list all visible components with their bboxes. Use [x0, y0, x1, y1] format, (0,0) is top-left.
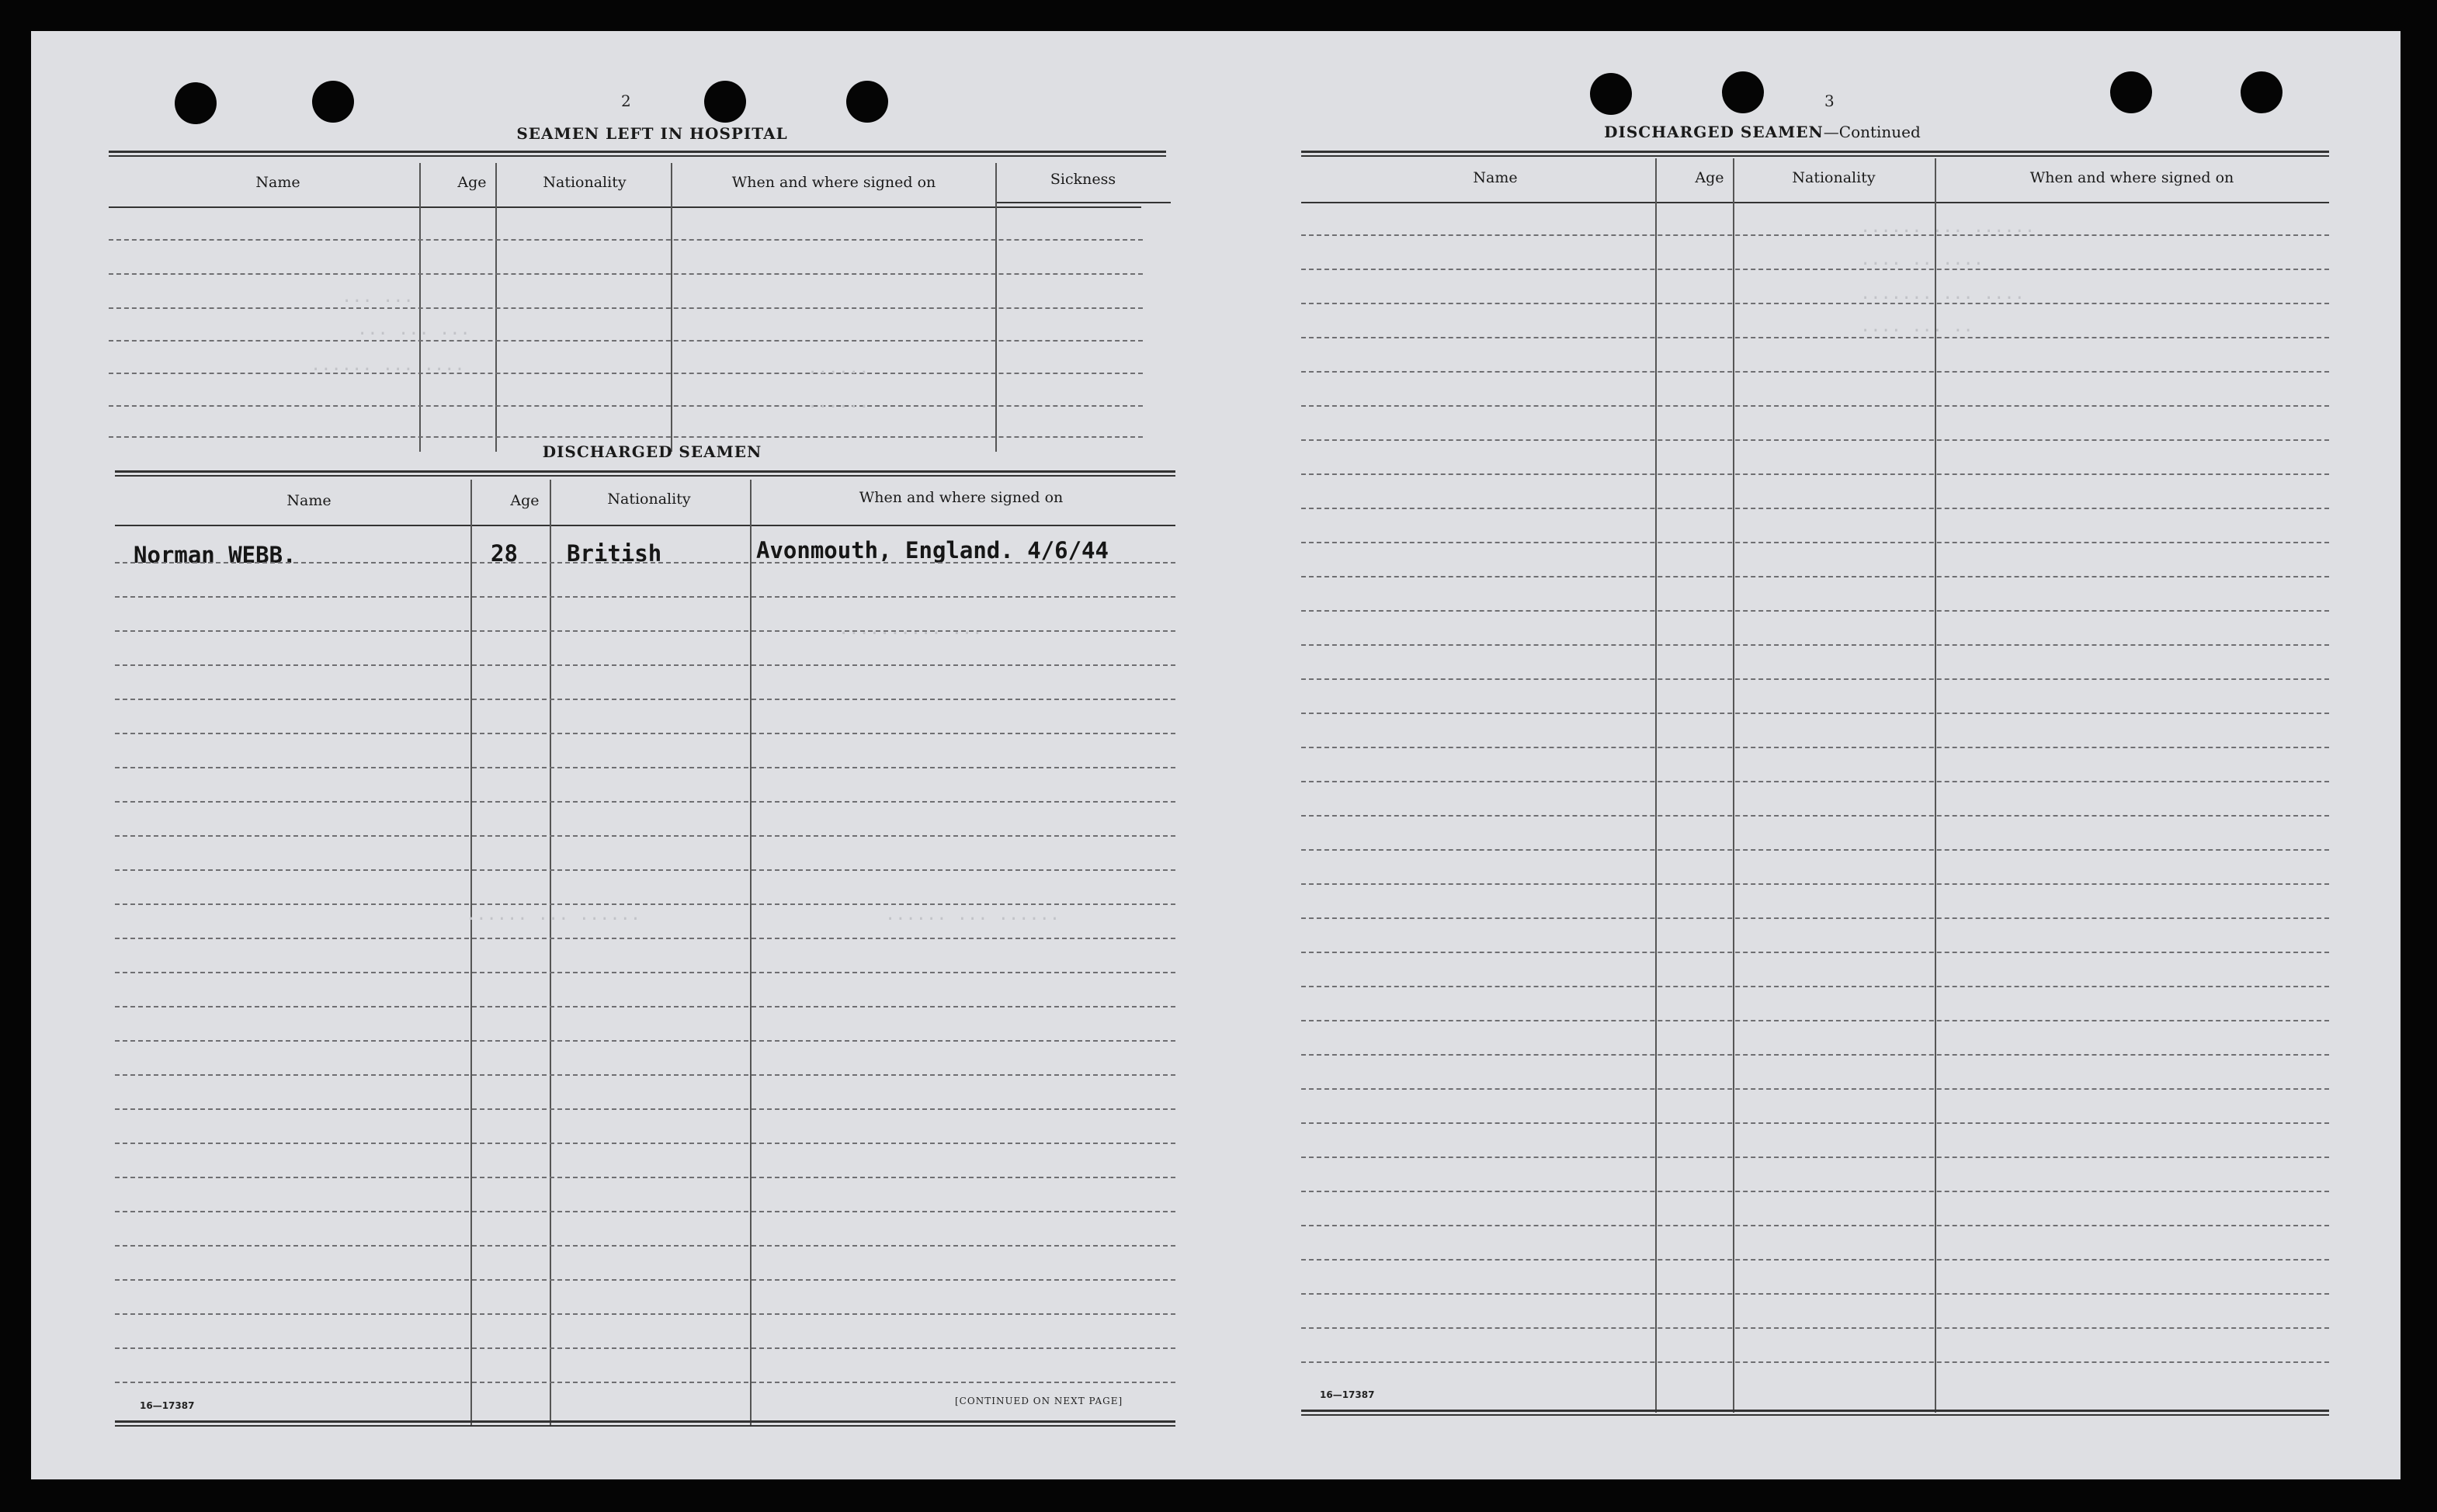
- ledger-row-rule: [115, 869, 1175, 871]
- hospital-row-rule: [109, 239, 1143, 241]
- ledger-row-rule: [115, 1177, 1175, 1178]
- ledger-row-rule: [1301, 439, 2329, 441]
- ledger-row-rule: [115, 596, 1175, 598]
- discharged-top-rule: [115, 470, 1175, 477]
- ledger-row-rule: [1301, 1191, 2329, 1192]
- continued-note: [CONTINUED ON NEXT PAGE]: [955, 1396, 1123, 1406]
- hospital-header-rule: [109, 206, 1141, 208]
- bleed-through-mark: ......: [807, 359, 870, 378]
- ledger-row-rule: [1301, 815, 2329, 817]
- ledger-row-rule: [115, 1074, 1175, 1076]
- ledger-row-rule: [115, 1143, 1175, 1144]
- ledger-row-rule: [1301, 1259, 2329, 1261]
- ledger-row-rule: [115, 699, 1175, 700]
- ledger-row-rule: [115, 1245, 1175, 1247]
- ledger-row-rule: [1301, 542, 2329, 543]
- ledger-row-rule: [115, 1108, 1175, 1110]
- ledger-row-rule: [1301, 986, 2329, 987]
- right-header-rule: [1301, 202, 2329, 203]
- ledger-row-rule: [1301, 644, 2329, 646]
- bleed-through-mark: ...... ... ......: [1860, 217, 2036, 237]
- ledger-row-rule: [115, 903, 1175, 905]
- punch-hole: [2110, 71, 2152, 113]
- discharged-header-age: Age: [510, 492, 540, 509]
- ledger-row-rule: [1301, 1054, 2329, 1056]
- discharged-col-divider: [470, 480, 472, 1425]
- ledger-row-rule: [1301, 849, 2329, 851]
- bleed-through-mark: ....... ... ....: [1860, 284, 2025, 303]
- discharged-header-rule: [115, 525, 1175, 526]
- form-number-left: 16—17387: [140, 1400, 195, 1411]
- ledger-row-rule: [115, 1347, 1175, 1349]
- ledger-row-rule: [115, 1279, 1175, 1281]
- bleed-through-mark: .... ... ..: [1860, 317, 1974, 336]
- hospital-row-rule: [109, 273, 1143, 275]
- ledger-row-rule: [115, 562, 1175, 564]
- ledger-row-rule: [1301, 713, 2329, 714]
- page-number-left: 2: [621, 92, 631, 110]
- ledger-row-rule: [115, 664, 1175, 666]
- discharged-header-name: Name: [286, 492, 332, 509]
- ledger-row-rule: [1301, 1293, 2329, 1295]
- bleed-through-mark: .......... ...: [838, 619, 983, 639]
- ledger-row-rule: [1301, 678, 2329, 680]
- ledger-row-rule: [115, 1382, 1175, 1383]
- punch-hole: [175, 82, 217, 124]
- discharged-bottom-rule: [115, 1420, 1175, 1427]
- punch-hole: [704, 81, 746, 123]
- ledger-row-rule: [1301, 576, 2329, 577]
- ledger-row-rule: [1301, 1122, 2329, 1124]
- punch-hole: [1590, 73, 1632, 115]
- ledger-row-rule: [1301, 747, 2329, 748]
- bleed-through-mark: ...... ... ....: [311, 355, 465, 375]
- right-top-rule: [1301, 151, 2329, 157]
- hospital-header-age: Age: [457, 174, 487, 191]
- hospital-header-name: Name: [255, 174, 300, 191]
- document-sheet: [31, 31, 2401, 1479]
- bleed-through-mark: ... ...: [342, 287, 414, 307]
- hospital-row-rule: [109, 405, 1143, 407]
- hospital-row-rule: [109, 340, 1143, 342]
- discharged-header-signed-on: When and where signed on: [859, 489, 1064, 506]
- bleed-through-mark: .... .. ....: [1860, 250, 1984, 269]
- ledger-row-rule: [115, 1211, 1175, 1212]
- ledger-row-rule: [115, 767, 1175, 768]
- right-section-title-main: DISCHARGED SEAMEN: [1604, 123, 1824, 141]
- ledger-row-rule: [115, 801, 1175, 803]
- ledger-row-rule: [1301, 405, 2329, 407]
- ledger-row-rule: [1301, 303, 2329, 304]
- entry-nationality: British: [567, 540, 662, 567]
- hospital-section-title: SEAMEN LEFT IN HOSPITAL: [516, 124, 788, 143]
- bleed-through-mark: ... ... ...: [357, 320, 470, 339]
- ledger-row-rule: [1301, 952, 2329, 953]
- ledger-row-rule: [1301, 1157, 2329, 1158]
- right-section-title-suffix: —Continued: [1823, 123, 1921, 141]
- bleed-through-mark: ...... ... ......: [885, 905, 1061, 924]
- ledger-row-rule: [1301, 473, 2329, 475]
- ledger-row-rule: [1301, 1327, 2329, 1329]
- ledger-row-rule: [1301, 610, 2329, 612]
- ledger-row-rule: [1301, 917, 2329, 919]
- hospital-header-signed-on: When and where signed on: [731, 174, 936, 191]
- hospital-row-rule: [109, 436, 1143, 438]
- hospital-row-rule: [109, 307, 1143, 309]
- ledger-row-rule: [1301, 883, 2329, 885]
- right-header-age: Age: [1695, 169, 1724, 186]
- entry-signed-on: Avonmouth, England. 4/6/44: [756, 537, 1109, 564]
- hospital-header-nationality: Nationality: [543, 174, 627, 191]
- ledger-row-rule: [1301, 781, 2329, 782]
- entry-age: 28: [491, 540, 518, 567]
- hospital-header-sickness: Sickness: [1050, 171, 1116, 188]
- ledger-row-rule: [115, 1006, 1175, 1007]
- discharged-col-divider: [750, 480, 752, 1425]
- hospital-top-rule: [109, 151, 1166, 157]
- discharged-section-title: DISCHARGED SEAMEN: [542, 442, 762, 461]
- punch-hole: [2241, 71, 2283, 113]
- right-bottom-rule: [1301, 1410, 2329, 1416]
- ledger-row-rule: [1301, 1088, 2329, 1090]
- ledger-row-rule: [1301, 1020, 2329, 1021]
- right-header-nationality: Nationality: [1792, 169, 1876, 186]
- ledger-row-rule: [1301, 1361, 2329, 1363]
- ledger-row-rule: [115, 1313, 1175, 1315]
- punch-hole: [846, 81, 888, 123]
- ledger-row-rule: [115, 938, 1175, 939]
- discharged-col-divider: [550, 480, 551, 1425]
- ledger-row-rule: [115, 733, 1175, 734]
- page-number-right: 3: [1824, 92, 1835, 110]
- ledger-row-rule: [1301, 234, 2329, 236]
- right-header-signed-on: When and where signed on: [2029, 169, 2234, 186]
- entry-name: Norman WEBB.: [134, 542, 297, 568]
- hospital-header-rule-sickness: [995, 202, 1171, 203]
- punch-hole: [1722, 71, 1764, 113]
- bleed-through-mark: ...... ... ......: [466, 905, 641, 924]
- ledger-row-rule: [115, 835, 1175, 837]
- bleed-through-mark: ......: [807, 393, 870, 412]
- punch-hole: [312, 81, 354, 123]
- ledger-row-rule: [1301, 508, 2329, 509]
- form-number-right: 16—17387: [1320, 1389, 1375, 1400]
- right-section-title: [1452, 123, 2073, 141]
- ledger-row-rule: [115, 1040, 1175, 1042]
- ledger-row-rule: [1301, 1225, 2329, 1226]
- ledger-row-rule: [115, 972, 1175, 973]
- ledger-row-rule: [1301, 371, 2329, 373]
- ledger-row-rule: [115, 630, 1175, 632]
- hospital-row-rule: [109, 373, 1143, 374]
- ledger-row-rule: [1301, 337, 2329, 338]
- right-header-name: Name: [1473, 169, 1518, 186]
- ledger-row-rule: [1301, 269, 2329, 270]
- discharged-header-nationality: Nationality: [607, 491, 691, 508]
